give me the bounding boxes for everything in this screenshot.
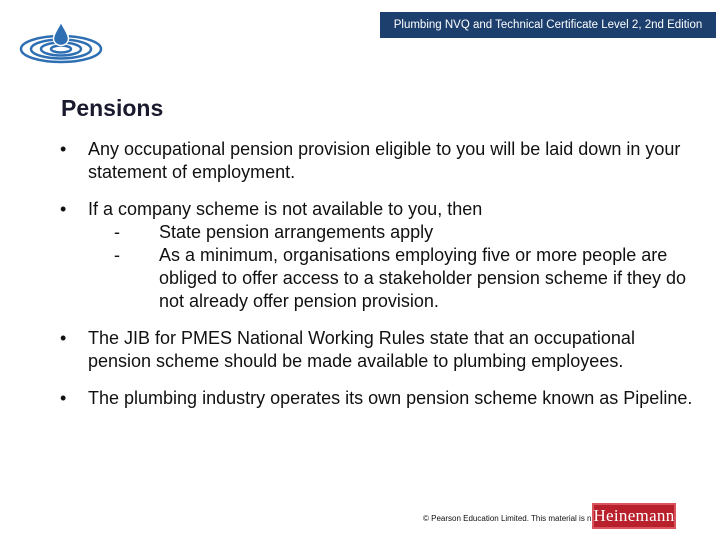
bullet-text: The JIB for PMES National Working Rules state that an occupational pension scheme should be made available to plumbing employees.: [88, 328, 635, 371]
bullet-text: If a company scheme is not available to you, then: [88, 199, 483, 219]
sub-marker: -: [114, 245, 120, 265]
slide-title: Pensions: [61, 95, 164, 121]
header-bar: [380, 12, 716, 38]
bullet-marker: •: [60, 199, 67, 219]
sub-item-text: As a minimum, organisations employing five or more people are obliged to offer access to a stakeholder pension scheme if they do not already offer pension provision.: [159, 245, 686, 311]
bullet-item: [60, 327, 700, 373]
bullet-item: [60, 198, 700, 313]
sub-item: [88, 244, 700, 313]
bullet-marker: •: [60, 139, 67, 159]
publisher-logo: Heinemann: [592, 503, 676, 529]
bullet-marker: •: [60, 388, 67, 408]
bullet-text: The plumbing industry operates its own pension scheme known as Pipeline.: [88, 388, 693, 408]
sub-marker: -: [114, 222, 120, 242]
bullet-item: [60, 138, 700, 184]
sub-item-text: State pension arrangements apply: [159, 222, 434, 242]
bullet-item: [60, 387, 700, 410]
water-drop-logo-icon: [18, 20, 104, 66]
bullet-text: Any occupational pension provision eligible to you will be laid down in your statement of employment.: [88, 139, 681, 182]
header-title: Plumbing NVQ and Technical Certificate Level 2, 2nd Edition: [393, 19, 703, 31]
bullet-list: [60, 138, 700, 424]
sub-item: [88, 221, 700, 244]
copyright-notice: © Pearson Education Limited. This material is n: [423, 514, 591, 523]
bullet-marker: •: [60, 328, 67, 348]
